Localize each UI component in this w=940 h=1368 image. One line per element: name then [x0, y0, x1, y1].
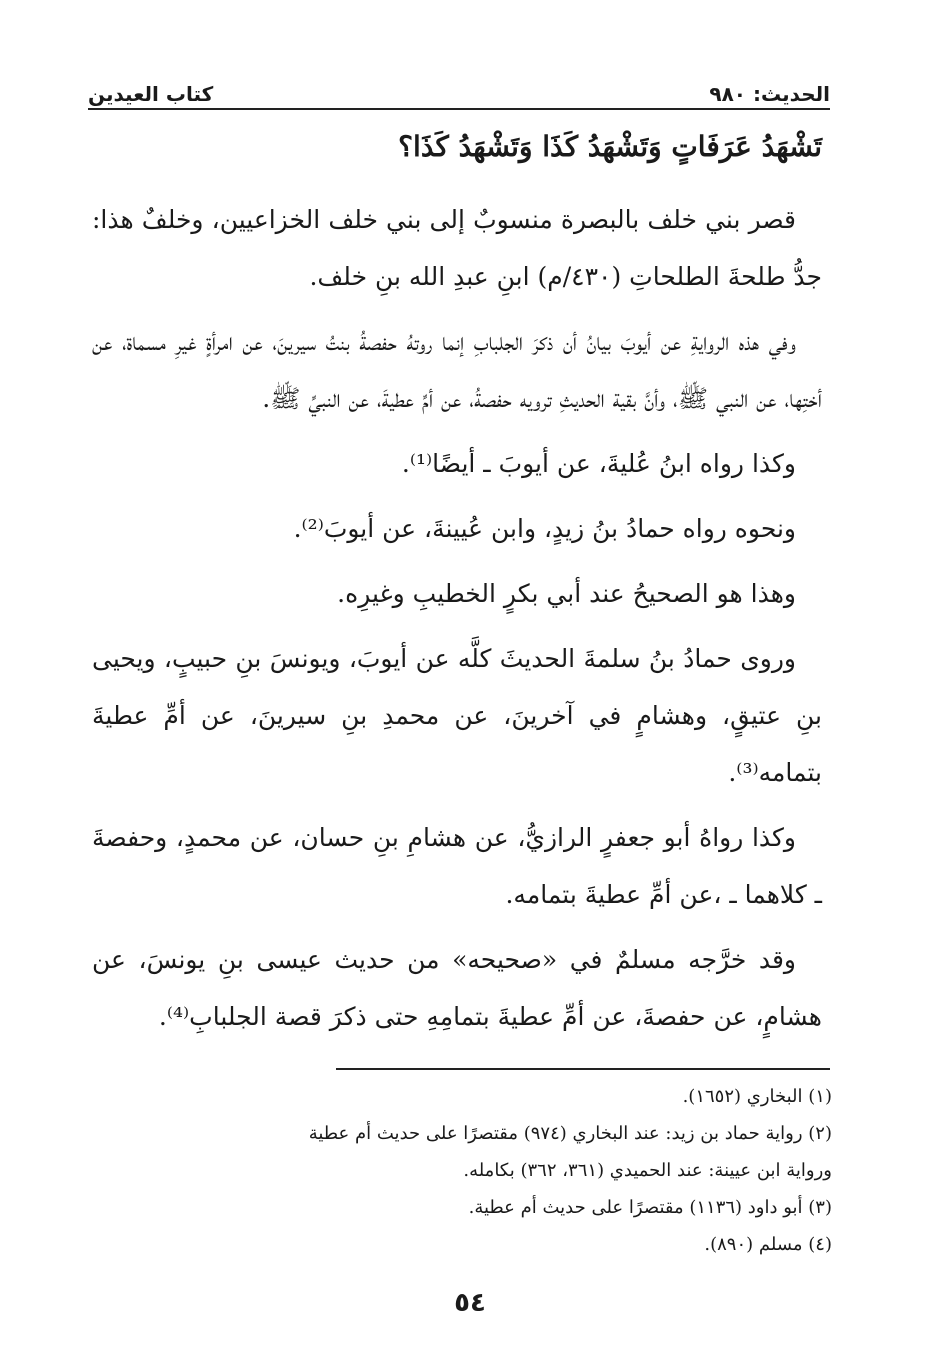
paragraph: ونحوه رواه حمادُ بنُ زيدٍ، وابن عُيينةَ، عن أيوبَ⁽²⁾. — [293, 514, 796, 543]
footnote-divider — [336, 1068, 830, 1070]
paragraph: وكذا رواه ابنُ عُليةَ، عن أيوبَ ـ أيضًا⁽¹⁾. — [401, 449, 796, 478]
hadith-number-header: الحديث: ٩٨٠ — [709, 82, 830, 106]
paragraph: وقد خرَّجه مسلمٌ في «صحيحه» من حديث عيسى بنِ يونسَ، عن هشامٍ، عن حفصةَ، عن أمِّ عطيةَ بتمامِهِ حتى ذكرَ قصة الجلبابِ⁽⁴⁾. — [92, 945, 822, 1031]
footnote: (١) البخاري (١٦٥٢). — [682, 1086, 832, 1107]
running-header — [88, 72, 830, 106]
footnote: (٢) رواية حماد بن زيد: عند البخاري (٩٧٤) مقتصرًا على حديث أم عطية — [308, 1123, 832, 1144]
page-number: ٥٤ — [454, 1288, 486, 1318]
footnote: (٣) أبو داود (١١٣٦) مقتصرًا على حديث أم عطية. — [468, 1197, 832, 1218]
paragraph: وروى حمادُ بنُ سلمةَ الحديثَ كلَّه عن أيوبَ، ويونسَ بنِ حبيبٍ، ويحيى بنِ عتيقٍ، وهشامٍ في آخرينَ، عن محمدِ بنِ سيرينَ، عن أمِّ عطيةَ بتمامه⁽³⁾. — [92, 644, 822, 787]
header-divider — [88, 108, 830, 110]
footnote: (٤) مسلم (٨٩٠). — [704, 1234, 832, 1255]
main-text — [92, 118, 822, 1053]
paragraph: تَشْهَدُ عَرَفَاتٍ وَتَشْهَدُ كَذَا وَتَشْهَدُ كَذَا؟ — [398, 130, 822, 163]
book-chapter-header: كتاب العيدين — [88, 82, 214, 106]
footnotes — [160, 1078, 832, 1263]
footnote: ورواية ابن عيينة: عند الحميدي (٣٦١، ٣٦٢) بكامله. — [463, 1160, 832, 1181]
paragraph: وهذا هو الصحيحُ عند أبي بكرٍ الخطيبِ وغيرِه. — [337, 579, 796, 608]
paragraph: قصر بني خلف بالبصرة منسوبٌ إلى بني خلف الخزاعيين، وخلفٌ هذا: جدُّ طلحةَ الطلحاتِ (٤٣٠/م) ابنِ عبدِ الله بنِ خلف. — [92, 205, 822, 291]
paragraph: وفي هذه الروايةِ عن أيوبَ بيانُ أن ذكرَ الجلبابِ إنما روتهُ حفصةُ بنتُ سيرينَ، عن امرأةٍ غيرِ مسماة، عن أختِها، عن النبي ﷺ، وأنَّ بقية الحديثِ ترويه حفصةُ، عن أمِّ عطيةَ، عن النبيِّ ﷺ. — [92, 327, 822, 413]
paragraph: وكذا رواهُ أبو جعفرٍ الرازيُّ، عن هشامِ بنِ حسان، عن محمدٍ، وحفصةَ ـ كلاهما ـ ،عن أمِّ عطيةَ بتمامه. — [92, 823, 822, 909]
